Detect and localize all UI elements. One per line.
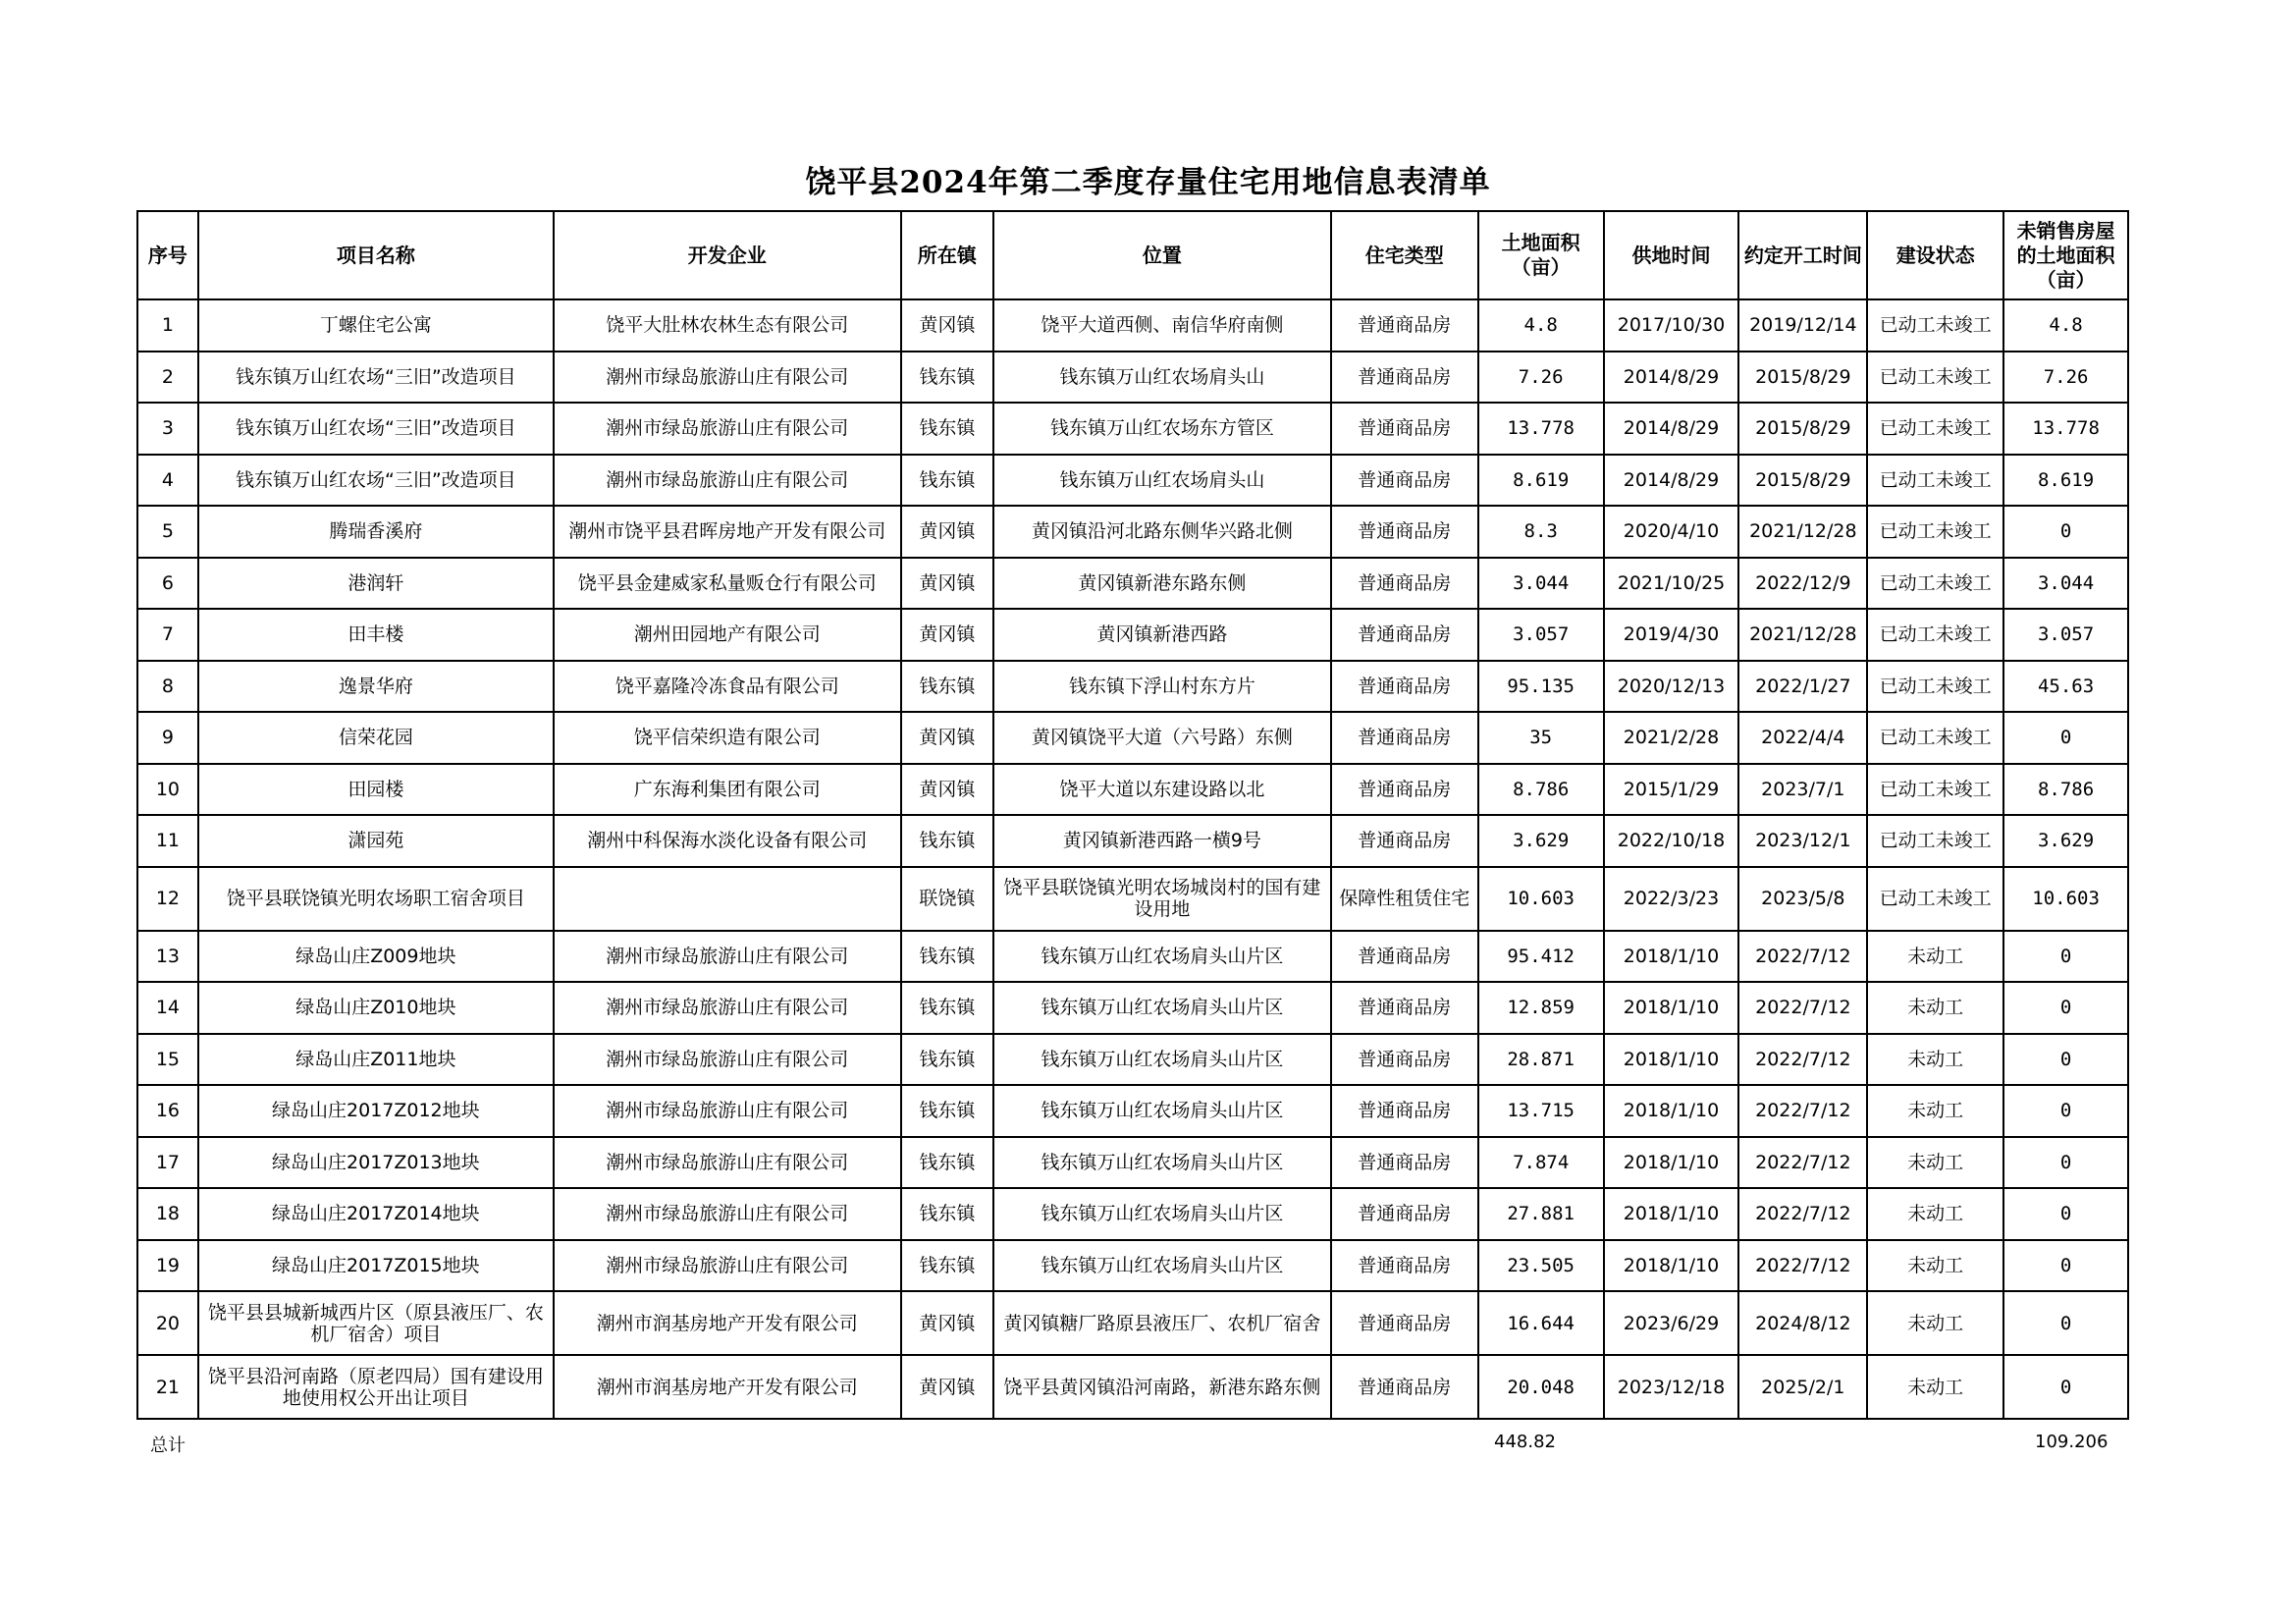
total-unsold-area: 109.206: [2035, 1432, 2109, 1452]
table-cell: 钱东镇万山红农场肩头山片区: [993, 1034, 1331, 1086]
table-cell: 18: [137, 1188, 198, 1240]
table-cell: 0: [2003, 506, 2128, 558]
table-cell: 2018/1/10: [1604, 1137, 1739, 1189]
table-cell: 黄冈镇: [901, 1291, 993, 1355]
table-cell: 16.644: [1478, 1291, 1604, 1355]
table-cell: 普通商品房: [1331, 1240, 1478, 1292]
table-cell: 饶平大肚林农林生态有限公司: [554, 299, 901, 352]
table-cell: 已动工未竣工: [1867, 352, 2003, 404]
table-cell: 13.715: [1478, 1085, 1604, 1137]
table-cell: 8: [137, 661, 198, 713]
table-cell: 2022/7/12: [1738, 931, 1867, 983]
table-cell: 黄冈镇新港西路一横9号: [993, 815, 1331, 867]
table-cell: 7: [137, 609, 198, 661]
table-cell: 钱东镇万山红农场肩头山片区: [993, 1240, 1331, 1292]
table-cell: 2015/8/29: [1738, 403, 1867, 455]
table-row: [137, 931, 2128, 983]
table-cell: 已动工未竣工: [1867, 558, 2003, 610]
table-cell: 黄冈镇新港西路: [993, 609, 1331, 661]
header-cell: 约定开工时间: [1738, 211, 1867, 299]
table-row: [137, 403, 2128, 455]
table-cell: 普通商品房: [1331, 1188, 1478, 1240]
table-cell: 潮州中科保海水淡化设备有限公司: [554, 815, 901, 867]
table-cell: 2022/7/12: [1738, 1188, 1867, 1240]
table-cell: 2014/8/29: [1604, 455, 1739, 507]
table-cell: 潮州市绿岛旅游山庄有限公司: [554, 352, 901, 404]
table-cell: 潮州市绿岛旅游山庄有限公司: [554, 1085, 901, 1137]
table-cell: 饶平县联饶镇光明农场城岗村的国有建设用地: [993, 867, 1331, 931]
table-cell: 普通商品房: [1331, 609, 1478, 661]
table-cell: 钱东镇万山红农场肩头山片区: [993, 1188, 1331, 1240]
table-cell: 潮州市绿岛旅游山庄有限公司: [554, 931, 901, 983]
table-cell: 未动工: [1867, 1188, 2003, 1240]
table-cell: 钱东镇下浮山村东方片: [993, 661, 1331, 713]
table-cell: 16: [137, 1085, 198, 1137]
table-row: [137, 1240, 2128, 1292]
table-cell: 12: [137, 867, 198, 931]
table-cell: 2021/10/25: [1604, 558, 1739, 610]
table-row: [137, 455, 2128, 507]
table-cell: 未动工: [1867, 931, 2003, 983]
table-cell: 普通商品房: [1331, 1355, 1478, 1419]
table-cell: 绿岛山庄Z010地块: [198, 982, 554, 1034]
table-cell: 2020/12/13: [1604, 661, 1739, 713]
table-cell: 4: [137, 455, 198, 507]
table-cell: 腾瑞香溪府: [198, 506, 554, 558]
table-row: [137, 506, 2128, 558]
table-cell: 饶平信荣织造有限公司: [554, 712, 901, 764]
table-cell: 10.603: [2003, 867, 2128, 931]
table-cell: 95.412: [1478, 931, 1604, 983]
table-cell: 逸景华府: [198, 661, 554, 713]
table-cell: 已动工未竣工: [1867, 661, 2003, 713]
table-cell: 潇园苑: [198, 815, 554, 867]
table-cell: 2023/12/18: [1604, 1355, 1739, 1419]
table-cell: 2018/1/10: [1604, 1085, 1739, 1137]
table-cell: 3.629: [1478, 815, 1604, 867]
table-cell: 2023/12/1: [1738, 815, 1867, 867]
table-cell: 23.505: [1478, 1240, 1604, 1292]
table-cell: 未动工: [1867, 1240, 2003, 1292]
table-cell: 13.778: [1478, 403, 1604, 455]
table-cell: 2018/1/10: [1604, 1188, 1739, 1240]
table-cell: 钱东镇: [901, 1188, 993, 1240]
table-cell: 钱东镇万山红农场肩头山片区: [993, 1137, 1331, 1189]
table-row: [137, 764, 2128, 816]
table-cell: 普通商品房: [1331, 764, 1478, 816]
header-cell: 未销售房屋的土地面积（亩）: [2003, 211, 2128, 299]
header-cell: 所在镇: [901, 211, 993, 299]
table-cell: 2019/4/30: [1604, 609, 1739, 661]
table-cell: 钱东镇万山红农场东方管区: [993, 403, 1331, 455]
table-cell: 普通商品房: [1331, 403, 1478, 455]
table-cell: 绿岛山庄2017Z015地块: [198, 1240, 554, 1292]
table-cell: 已动工未竣工: [1867, 506, 2003, 558]
table-cell: 3.629: [2003, 815, 2128, 867]
table-cell: 钱东镇: [901, 661, 993, 713]
table-cell: 饶平县联饶镇光明农场职工宿舍项目: [198, 867, 554, 931]
table-row: [137, 815, 2128, 867]
table-cell: 12.859: [1478, 982, 1604, 1034]
header-row: [137, 211, 2128, 299]
table-cell: 普通商品房: [1331, 299, 1478, 352]
table-cell: 0: [2003, 1034, 2128, 1086]
table-cell: 潮州田园地产有限公司: [554, 609, 901, 661]
table-cell: 2015/1/29: [1604, 764, 1739, 816]
table-cell: 2018/1/10: [1604, 1034, 1739, 1086]
table-cell: 潮州市绿岛旅游山庄有限公司: [554, 455, 901, 507]
table-cell: 绿岛山庄2017Z013地块: [198, 1137, 554, 1189]
table-cell: 钱东镇万山红农场“三旧”改造项目: [198, 352, 554, 404]
table-cell: 潮州市绿岛旅游山庄有限公司: [554, 1240, 901, 1292]
table-cell: 钱东镇: [901, 352, 993, 404]
table-cell: 14: [137, 982, 198, 1034]
table-cell: 黄冈镇: [901, 712, 993, 764]
table-cell: 2021/12/28: [1738, 609, 1867, 661]
table-cell: 饶平大道以东建设路以北: [993, 764, 1331, 816]
table-row: [137, 712, 2128, 764]
table-cell: 普通商品房: [1331, 1085, 1478, 1137]
table-cell: 0: [2003, 931, 2128, 983]
table-cell: 21: [137, 1355, 198, 1419]
table-cell: [554, 867, 901, 931]
table-cell: 黄冈镇: [901, 506, 993, 558]
table-cell: 35: [1478, 712, 1604, 764]
table-cell: 未动工: [1867, 1085, 2003, 1137]
table-cell: 绿岛山庄Z009地块: [198, 931, 554, 983]
table-cell: 普通商品房: [1331, 1137, 1478, 1189]
table-cell: 潮州市绿岛旅游山庄有限公司: [554, 403, 901, 455]
table-cell: 8.3: [1478, 506, 1604, 558]
table-cell: 2018/1/10: [1604, 931, 1739, 983]
table-cell: 2022/10/18: [1604, 815, 1739, 867]
table-cell: 2022/7/12: [1738, 982, 1867, 1034]
table-row: [137, 1085, 2128, 1137]
table-cell: 黄冈镇: [901, 609, 993, 661]
table-cell: 2015/8/29: [1738, 455, 1867, 507]
table-cell: 饶平县沿河南路（原老四局）国有建设用地使用权公开出让项目: [198, 1355, 554, 1419]
table-cell: 2022/7/12: [1738, 1240, 1867, 1292]
table-cell: 饶平县黄冈镇沿河南路，新港东路东侧: [993, 1355, 1331, 1419]
table-cell: 钱东镇万山红农场肩头山片区: [993, 931, 1331, 983]
table-cell: 钱东镇: [901, 815, 993, 867]
table-cell: 普通商品房: [1331, 661, 1478, 713]
header-cell: 住宅类型: [1331, 211, 1478, 299]
table-cell: 田丰楼: [198, 609, 554, 661]
table-cell: 潮州市绿岛旅游山庄有限公司: [554, 1137, 901, 1189]
table-cell: 4.8: [2003, 299, 2128, 352]
land-info-table: [136, 210, 2129, 1420]
table-cell: 3.057: [2003, 609, 2128, 661]
table-cell: 钱东镇: [901, 1034, 993, 1086]
table-cell: 绿岛山庄2017Z012地块: [198, 1085, 554, 1137]
table-cell: 7.874: [1478, 1137, 1604, 1189]
table-cell: 2022/1/27: [1738, 661, 1867, 713]
table-cell: 95.135: [1478, 661, 1604, 713]
table-cell: 信荣花园: [198, 712, 554, 764]
table-cell: 钱东镇: [901, 403, 993, 455]
table-cell: 黄冈镇: [901, 1355, 993, 1419]
table-cell: 普通商品房: [1331, 455, 1478, 507]
table-cell: 潮州市润基房地产开发有限公司: [554, 1291, 901, 1355]
table-cell: 2022/7/12: [1738, 1085, 1867, 1137]
header-cell: 供地时间: [1604, 211, 1739, 299]
table-cell: 黄冈镇饶平大道（六号路）东侧: [993, 712, 1331, 764]
table-cell: 0: [2003, 1240, 2128, 1292]
table-cell: 钱东镇万山红农场肩头山片区: [993, 1085, 1331, 1137]
table-row: [137, 558, 2128, 610]
table-cell: 钱东镇: [901, 1240, 993, 1292]
table-cell: 已动工未竣工: [1867, 764, 2003, 816]
table-row: [137, 1291, 2128, 1355]
table-cell: 钱东镇万山红农场“三旧”改造项目: [198, 403, 554, 455]
table-cell: 黄冈镇: [901, 558, 993, 610]
table-cell: 钱东镇万山红农场“三旧”改造项目: [198, 455, 554, 507]
table-cell: 15: [137, 1034, 198, 1086]
table-cell: 普通商品房: [1331, 1034, 1478, 1086]
table-row: [137, 982, 2128, 1034]
table-cell: 保障性租赁住宅: [1331, 867, 1478, 931]
table-cell: 普通商品房: [1331, 506, 1478, 558]
table-cell: 普通商品房: [1331, 982, 1478, 1034]
table-cell: 未动工: [1867, 982, 2003, 1034]
table-cell: 钱东镇: [901, 1137, 993, 1189]
table-cell: 17: [137, 1137, 198, 1189]
table-cell: 10: [137, 764, 198, 816]
header-cell: 位置: [993, 211, 1331, 299]
table-cell: 广东海利集团有限公司: [554, 764, 901, 816]
table-cell: 3.044: [2003, 558, 2128, 610]
table-cell: 0: [2003, 1085, 2128, 1137]
table-cell: 8.619: [2003, 455, 2128, 507]
table-cell: 普通商品房: [1331, 815, 1478, 867]
table-cell: 2014/8/29: [1604, 352, 1739, 404]
table-cell: 7.26: [2003, 352, 2128, 404]
table-cell: 3.044: [1478, 558, 1604, 610]
table-cell: 8.786: [2003, 764, 2128, 816]
table-cell: 4.8: [1478, 299, 1604, 352]
table-cell: 2018/1/10: [1604, 982, 1739, 1034]
table-cell: 田园楼: [198, 764, 554, 816]
table-cell: 0: [2003, 1188, 2128, 1240]
table-cell: 8.619: [1478, 455, 1604, 507]
table-cell: 联饶镇: [901, 867, 993, 931]
table-cell: 2017/10/30: [1604, 299, 1739, 352]
table-cell: 2019/12/14: [1738, 299, 1867, 352]
table-cell: 已动工未竣工: [1867, 299, 2003, 352]
table-cell: 3: [137, 403, 198, 455]
table-cell: 黄冈镇: [901, 764, 993, 816]
table-cell: 饶平县金建威家私量贩仓行有限公司: [554, 558, 901, 610]
table-cell: 11: [137, 815, 198, 867]
page-title: 饶平县2024年第二季度存量住宅用地信息表清单: [805, 165, 1491, 200]
table-cell: 2018/1/10: [1604, 1240, 1739, 1292]
table-cell: 20.048: [1478, 1355, 1604, 1419]
table-cell: 2014/8/29: [1604, 403, 1739, 455]
table-cell: 未动工: [1867, 1034, 2003, 1086]
table-cell: 普通商品房: [1331, 931, 1478, 983]
table-cell: 已动工未竣工: [1867, 403, 2003, 455]
table-cell: 2021/12/28: [1738, 506, 1867, 558]
header-cell: 项目名称: [198, 211, 554, 299]
table-cell: 潮州市绿岛旅游山庄有限公司: [554, 982, 901, 1034]
table-cell: 普通商品房: [1331, 712, 1478, 764]
table-cell: 20: [137, 1291, 198, 1355]
header-cell: 开发企业: [554, 211, 901, 299]
table-cell: 已动工未竣工: [1867, 609, 2003, 661]
header-cell: 土地面积（亩）: [1478, 211, 1604, 299]
table-row: [137, 1355, 2128, 1419]
table-cell: 2015/8/29: [1738, 352, 1867, 404]
table-cell: 钱东镇: [901, 982, 993, 1034]
table-cell: 钱东镇: [901, 455, 993, 507]
table-cell: 2023/7/1: [1738, 764, 1867, 816]
table-cell: 8.786: [1478, 764, 1604, 816]
table-cell: 未动工: [1867, 1355, 2003, 1419]
table-cell: 0: [2003, 1291, 2128, 1355]
table-cell: 普通商品房: [1331, 352, 1478, 404]
table-row: [137, 299, 2128, 352]
table-cell: 1: [137, 299, 198, 352]
table-cell: 28.871: [1478, 1034, 1604, 1086]
table-cell: 2022/12/9: [1738, 558, 1867, 610]
table-cell: 未动工: [1867, 1291, 2003, 1355]
table-cell: 潮州市润基房地产开发有限公司: [554, 1355, 901, 1419]
total-label: 总计: [150, 1435, 186, 1456]
table-cell: 13: [137, 931, 198, 983]
table-cell: 2022/7/12: [1738, 1137, 1867, 1189]
table-cell: 2023/5/8: [1738, 867, 1867, 931]
table-cell: 已动工未竣工: [1867, 815, 2003, 867]
table-cell: 绿岛山庄2017Z014地块: [198, 1188, 554, 1240]
table-cell: 2025/2/1: [1738, 1355, 1867, 1419]
table-row: [137, 1034, 2128, 1086]
table-cell: 0: [2003, 982, 2128, 1034]
table-cell: 6: [137, 558, 198, 610]
table-cell: 2021/2/28: [1604, 712, 1739, 764]
table-cell: 未动工: [1867, 1137, 2003, 1189]
table-row: [137, 661, 2128, 713]
table-cell: 3.057: [1478, 609, 1604, 661]
table-cell: 已动工未竣工: [1867, 712, 2003, 764]
table-cell: 5: [137, 506, 198, 558]
table-cell: 7.26: [1478, 352, 1604, 404]
table-cell: 45.63: [2003, 661, 2128, 713]
table-cell: 2023/6/29: [1604, 1291, 1739, 1355]
table-cell: 19: [137, 1240, 198, 1292]
table-cell: 钱东镇万山红农场肩头山: [993, 455, 1331, 507]
table-row: [137, 1188, 2128, 1240]
table-cell: 潮州市饶平县君晖房地产开发有限公司: [554, 506, 901, 558]
table-cell: 13.778: [2003, 403, 2128, 455]
table-cell: 钱东镇: [901, 931, 993, 983]
table-cell: 2022/7/12: [1738, 1034, 1867, 1086]
table-cell: 已动工未竣工: [1867, 455, 2003, 507]
table-row: [137, 867, 2128, 931]
table-cell: 9: [137, 712, 198, 764]
table-cell: 2022/3/23: [1604, 867, 1739, 931]
table-cell: 普通商品房: [1331, 558, 1478, 610]
table-cell: 黄冈镇: [901, 299, 993, 352]
table-cell: 2022/4/4: [1738, 712, 1867, 764]
table-row: [137, 352, 2128, 404]
table-cell: 0: [2003, 1355, 2128, 1419]
table-cell: 丁螺住宅公寓: [198, 299, 554, 352]
table-cell: 港润轩: [198, 558, 554, 610]
table-cell: 2024/8/12: [1738, 1291, 1867, 1355]
total-area: 448.82: [1494, 1432, 1556, 1452]
table-cell: 钱东镇: [901, 1085, 993, 1137]
table-cell: 0: [2003, 1137, 2128, 1189]
table-cell: 已动工未竣工: [1867, 867, 2003, 931]
table-cell: 饶平大道西侧、南信华府南侧: [993, 299, 1331, 352]
table-cell: 潮州市绿岛旅游山庄有限公司: [554, 1034, 901, 1086]
table-cell: 2: [137, 352, 198, 404]
table-cell: 钱东镇万山红农场肩头山: [993, 352, 1331, 404]
table-cell: 0: [2003, 712, 2128, 764]
table-cell: 黄冈镇糖厂路原县液压厂、农机厂宿舍: [993, 1291, 1331, 1355]
table-cell: 潮州市绿岛旅游山庄有限公司: [554, 1188, 901, 1240]
table-cell: 黄冈镇沿河北路东侧华兴路北侧: [993, 506, 1331, 558]
table-cell: 普通商品房: [1331, 1291, 1478, 1355]
table-row: [137, 1137, 2128, 1189]
table-cell: 饶平嘉隆冷冻食品有限公司: [554, 661, 901, 713]
header-cell: 序号: [137, 211, 198, 299]
table-row: [137, 609, 2128, 661]
table-cell: 10.603: [1478, 867, 1604, 931]
table-cell: 饶平县县城新城西片区（原县液压厂、农机厂宿舍）项目: [198, 1291, 554, 1355]
table-cell: 2020/4/10: [1604, 506, 1739, 558]
table-cell: 黄冈镇新港东路东侧: [993, 558, 1331, 610]
table-cell: 钱东镇万山红农场肩头山片区: [993, 982, 1331, 1034]
table-cell: 绿岛山庄Z011地块: [198, 1034, 554, 1086]
header-cell: 建设状态: [1867, 211, 2003, 299]
table-cell: 27.881: [1478, 1188, 1604, 1240]
